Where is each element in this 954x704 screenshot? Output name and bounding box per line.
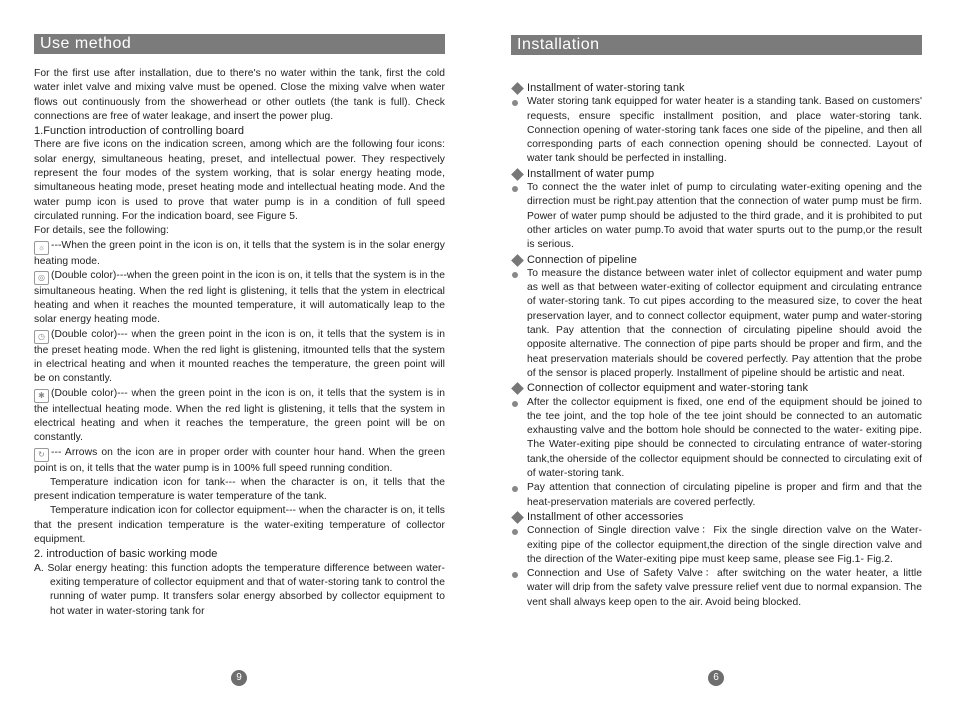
- bullet-item: [511, 95, 922, 166]
- bullet-item: [511, 181, 922, 252]
- icon-item-text: ---When the green point in the icon is on, it tells that the system is in the solar energy heating mode.: [34, 239, 445, 267]
- details-intro: For details, see the following:: [34, 225, 169, 237]
- use-method-column: [34, 34, 445, 619]
- diamond-bullet-icon: [511, 382, 524, 395]
- icon-item-simultaneous: [34, 269, 445, 328]
- sun-icon: ☼: [34, 241, 49, 255]
- intro-paragraph: For the first use after installation, due to there's no water within the tank, first the cold water inlet valve and mixing valve must be opened. Close the mixing valve when water flows out continuously from the showerhead or other outlets (the tank is full). Check connections are free of water leakage, and insert the power plug.: [34, 68, 445, 122]
- icon-item-text: (Double color)--- when the green point in the icon is on, it tells that the system is in the intellectual heating mode. When the red light is glistening, it tells that the system in electrical heating and when it reaches the temperature, the green point will be on constantly.: [34, 387, 445, 444]
- dot-bullet-icon: [512, 272, 518, 278]
- diamond-bullet-icon: [511, 254, 524, 267]
- temp-tank-paragraph: Temperature indication icon for tank--- when the character is on, it tells that the present indication temperature is water temperature of the tank.: [34, 476, 445, 503]
- bullet-item: [511, 481, 922, 510]
- diamond-bullet-icon: [511, 82, 524, 95]
- intellectual-icon: ✱: [34, 389, 49, 403]
- icon-item-text: (Double color)--- when the green point in the icon is on, it tells that the system is in the preset heating mode. When the red light is glistening, itmounted tells that the system in electrical heating and when it mounted reaches the temperature, the green point will be on constantly.: [34, 328, 445, 385]
- pump-arrows-icon: ↻: [34, 448, 49, 462]
- page-number-right: 6: [708, 670, 724, 686]
- section-heading: [511, 167, 922, 181]
- installation-column: [511, 34, 922, 610]
- section-heading: [511, 81, 922, 95]
- icon-item-solar: [34, 239, 445, 269]
- heading-text: Connection of pipeline: [527, 253, 637, 266]
- page-number-left: 9: [231, 670, 247, 686]
- dot-bullet-icon: [512, 529, 518, 535]
- dot-bullet-icon: [512, 572, 518, 578]
- diamond-bullet-icon: [511, 168, 524, 181]
- heading-text: Installment of water pump: [527, 167, 655, 180]
- section-heading: [511, 253, 922, 267]
- icon-item-text: --- Arrows on the icon are in proper order with counter hour hand. When the green point is on, it tells that the water pump is in 100% full speed running condition.: [34, 446, 445, 474]
- heading-text: Installment of other accessories: [527, 510, 684, 523]
- flame-icon: ◎: [34, 271, 49, 285]
- icon-item-preset: [34, 328, 445, 387]
- section1-title: 1.Function introduction of controlling board: [34, 125, 245, 138]
- section2-item-a: A. Solar energy heating: this function adopts the temperature difference between water-exiting temperature of collector equipment and that of water-storing tank to control the running of water pump. It transfers solar energy absorbed by collector equipment to hot water in water-storing tank for: [34, 562, 445, 617]
- bullet-text: Connection of Single direction valve：Fix the single direction valve on the Water-exiting pipe of the collector equipment,the direction of the single direction valve and the direction of the Water-exiting pipe must keep same, please see Fig.1- Fig.2.: [527, 525, 922, 565]
- icon-item-text: (Double color)---when the green point in the icon is on, it tells that the system is in the simultaneous heating. When the red light is glistening, it tells that the ystem in electrical heating and when it reaches the mounted temperature, it will automatically leap to the solar energy heating mode.: [34, 269, 445, 326]
- section-heading: [511, 510, 922, 524]
- section-heading: [511, 381, 922, 395]
- icon-item-pump: [34, 446, 445, 476]
- bullet-item: [511, 567, 922, 610]
- bullet-item: [511, 396, 922, 482]
- use-method-header: Use method: [34, 34, 445, 54]
- bullet-text: To connect the the water inlet of pump to circulating water-exiting opening and the dirrection must be right.pay attention that the connection of water pump must be firm. Power of water pump should be adjusted to the third grade, and it is prohibited to put other articles on water pump.To avoid that water spurts out to the pump,or the result is serious.: [527, 182, 922, 251]
- bullet-text: Connection and Use of Safety Valve：after switching on the water heater, a little water will drip from the safety valve pressure relief vent due to normal expansion. The vent shall always keep open to the air. Avoid being blocked.: [527, 568, 922, 608]
- clock-icon: ◷: [34, 330, 49, 344]
- dot-bullet-icon: [512, 486, 518, 492]
- dot-bullet-icon: [512, 186, 518, 192]
- bullet-text: To measure the distance between water inlet of collector equipment and water pump as well as that between water-exiting of collector equipment and circulating entrance of water-storing tank. To cut pipes according to the measured size, to cover the heat preservation layer, and to connect collector equipment, water pump and water-storing tank. Pay attention that the connection of circulating pipeline should avoid the opposite alternative. The connection of pipe parts should be proper and firm, and the heat preservation materials should be covered perfectly. Pay attention that the probe of the sensor is placed properly. Installment of pipeline should be artistic and neat.: [527, 267, 922, 379]
- bullet-text: Water storing tank equipped for water heater is a standing tank. Based on customers' requests, ensure specific installment position, and place water-storing tank. Connection opening of water-storing tank faces one side of the pipeline, and then all corresponding parts of each connection opening should be connected. Layout of water tank should be perfected in installing.: [527, 96, 922, 165]
- diamond-bullet-icon: [511, 511, 524, 524]
- heading-text: Installment of water-storing tank: [527, 82, 685, 94]
- dot-bullet-icon: [512, 401, 518, 407]
- bullet-text: Pay attention that connection of circulating pipeline is proper and firm and that the heat-preservation materials are covered perfectly.: [527, 482, 922, 508]
- icon-item-intellectual: [34, 387, 445, 446]
- section1-body: There are five icons on the indication screen, among which are the following four icons: solar energy, simultaneous heating, preset, and intellectual power. They respectively represent the four modes of the system working, that is solar energy heating mode, simultaneous heating mode, preset heating mode and intellectual heating mode. And the water pump icon is used to prove that water pump is in a condition of full speed circulated running. For the indication board, see Figure 5.: [34, 139, 445, 222]
- bullet-text: After the collector equipment is fixed, one end of the equipment should be joined to the tee joint, and the top hole of the tee joint should be connected to an automatic exhausting valve and the bottom hole should be connected to the water- exiting pipe. The Water-exiting pipe should be connected to circulating entrance of water-storing tank,the oherside of the collector equipment should be connected to circulating exit of of water-storing tank.: [527, 396, 922, 480]
- bullet-item: [511, 267, 922, 381]
- installation-header: Installation: [511, 35, 922, 55]
- heading-text: Connection of collector equipment and water-storing tank: [527, 382, 809, 395]
- dot-bullet-icon: [512, 100, 518, 106]
- temp-collector-paragraph: Temperature indication icon for collector equipment--- when the character is on, it tells that the present indication temperature is the water-exiting temperature of collector equipment.: [34, 505, 445, 546]
- bullet-item: [511, 524, 922, 567]
- section2-title: 2. introduction of basic working mode: [34, 548, 218, 561]
